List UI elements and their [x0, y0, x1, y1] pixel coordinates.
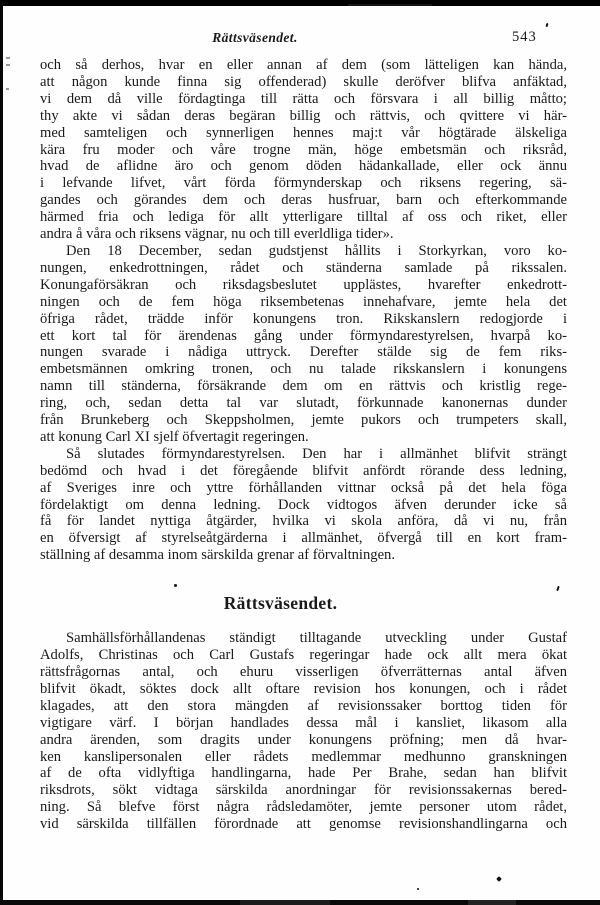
text-line: fördelaktigt om denna ledning. Dock vidtogos äfven derunder icke så	[40, 496, 567, 513]
paragraph	[40, 446, 567, 564]
text-line: nungen, enkedrottningen, rådet och ständerna samlade på rikssalen.	[40, 259, 567, 276]
scan-artifact-left-edge	[0, 0, 3, 905]
text-line: thy akte vi sådan deras begäran billig och rättvis, och qvittere vi här-	[40, 107, 567, 124]
text-line: ett kort tal för ärendenas gång under förmyndarestyrelsen, hvarpå ko-	[40, 327, 567, 344]
page-number: 543	[512, 29, 537, 45]
text-line: bedömd och hvad i det föregående blifvit anfördt rörande dess ledning,	[40, 462, 567, 479]
text-line: att konung Carl XI sjelf öfvertagit regeringen.	[40, 428, 309, 445]
text-line: klagades, att den stora mängden af revisionssaker borttog tiden för	[40, 697, 567, 714]
text-line: Adolfs, Christinas och Carl Gustafs regeringar hade ock allt mera ökat	[40, 647, 567, 664]
ink-speck	[6, 88, 9, 90]
text-line: Den 18 December, sedan gudstjenst hållits i Storkyrkan, voro ko-	[66, 242, 567, 259]
text-line: embetsmännen omkring tronen, och nu talade rikskanslern i konungens	[40, 361, 567, 378]
text-line: öfriga rådet, trädde inför konungens tron. Rikskanslern redogjorde i	[40, 310, 567, 327]
ink-speck	[546, 23, 549, 27]
text-line: andra ärenden, som dragits under konungens pröfning; men då hvar-	[40, 731, 567, 748]
text-line: vi dem då ville fördagtinga till rätta och försvara i all billig måtto;	[40, 90, 567, 107]
text-line: hvad de aflidne äro och genom döden hädankallade, eller ock ännu	[40, 158, 567, 175]
text-line: en öfversigt af styrelseåtgärderna i allmänhet, öfvergå till en kort fram-	[40, 530, 567, 547]
text-line: ring, och, sedan detta tal var slutadt, förkunnade kanonernas dunder	[40, 395, 567, 412]
text-line: härmed fria och lediga för allt ytterligare tilltal af oss och riket, eller	[40, 209, 567, 226]
text-line: ningen och de fem höga riksembetenas innehafvare, jemte hela det	[40, 293, 567, 310]
ink-speck	[6, 57, 10, 59]
text-line: Konungaförsäkran och riksdagsbeslutet upplästes, hvarefter enkedrott-	[40, 276, 567, 293]
text-line: ken kanslipersonalen eller rådets medlemmar medhunno granskningen	[40, 748, 567, 765]
text-line: rättsfrågornas antal, och ehuru visserligen öfverrätternas antal äfven	[40, 664, 567, 680]
scan-artifact-bottom-edge	[0, 900, 600, 905]
text-line: med samteligen och synnerligen hennes maj:t vår högtärade älskeliga	[40, 124, 567, 141]
text-line: vid särskilda tillfällen förordnade att genomse revisionshandlingarna och	[40, 816, 567, 833]
text-line: och så derhos, hvar en eller annan af dem (som lätteligen kan hända,	[40, 57, 567, 73]
text-line: att någon kunde finna sig offenderad) skulle deröfver blifva anfäktad,	[40, 73, 567, 90]
text-line: blifvit ökadt, söktes dock allt oftare revision hos konungen, och i rådet	[40, 680, 567, 697]
paragraph	[40, 243, 567, 446]
text-line: nungen svarade i nådiga uttryck. Derefter stälde sig de fem riks-	[40, 344, 567, 361]
text-line: af de ofta vidlyftiga handlingarna, hade Per Brahe, sedan han blifvit	[40, 765, 567, 782]
text-line: namn till ständerna, försäkrande dem om en rättvis och kristlig rege-	[40, 378, 567, 395]
text-line: från Brunkeberg och Skeppsholmen, jemte pukors och trumpeters skall,	[40, 412, 567, 429]
ink-speck	[417, 888, 419, 890]
text-line: riksdrots, sökt vidtaga särskilda anordningar för revisionssakernas bered-	[40, 782, 567, 799]
text-block	[40, 57, 567, 833]
text-line: af Sveriges inre och yttre förhållanden vittnar också på det hela föga	[40, 479, 567, 496]
paragraph	[40, 630, 567, 833]
ink-speck	[496, 876, 502, 882]
section-heading: Rättsväsendet.	[223, 593, 338, 614]
text-line: Så slutades förmyndarestyrelsen. Den har i allmänhet blifvit strängt	[66, 445, 567, 462]
text-line: gandes och görandes dem och deras husfruar, barn och efterkommande	[40, 192, 567, 209]
ink-speck	[6, 64, 10, 66]
text-line: Samhällsförhållandenas ständigt tilltagande utveckling under Gustaf	[66, 630, 567, 647]
text-line: ning. Så blefve först några rådsledamöter, jemte personer utom rådet,	[40, 799, 567, 816]
scan-artifact-top-edge	[0, 0, 600, 6]
ink-speck	[174, 584, 177, 587]
running-title: Rättsväsendet.	[212, 30, 298, 45]
text-line: kära fru moder och våre trogne män, höge embetsmän och riksråd,	[40, 141, 567, 158]
text-line: i lefvande lifvet, vårt förda förmynderskap och riksens regering, sä-	[40, 175, 567, 192]
text-line: ställning af desamma inom särskilda grenar af förvaltningen.	[40, 547, 396, 564]
text-line: vigtigare värf. I början handlades dessa mål i kansliet, likasom alla	[40, 714, 567, 731]
text-line: få för landet nyttiga åtgärder, hvilka vi skola anföra, då vi nu, från	[40, 513, 567, 530]
paragraph	[40, 57, 567, 243]
text-line: andra å våra och riksens vägnar, nu och till everldliga tider».	[40, 226, 394, 243]
